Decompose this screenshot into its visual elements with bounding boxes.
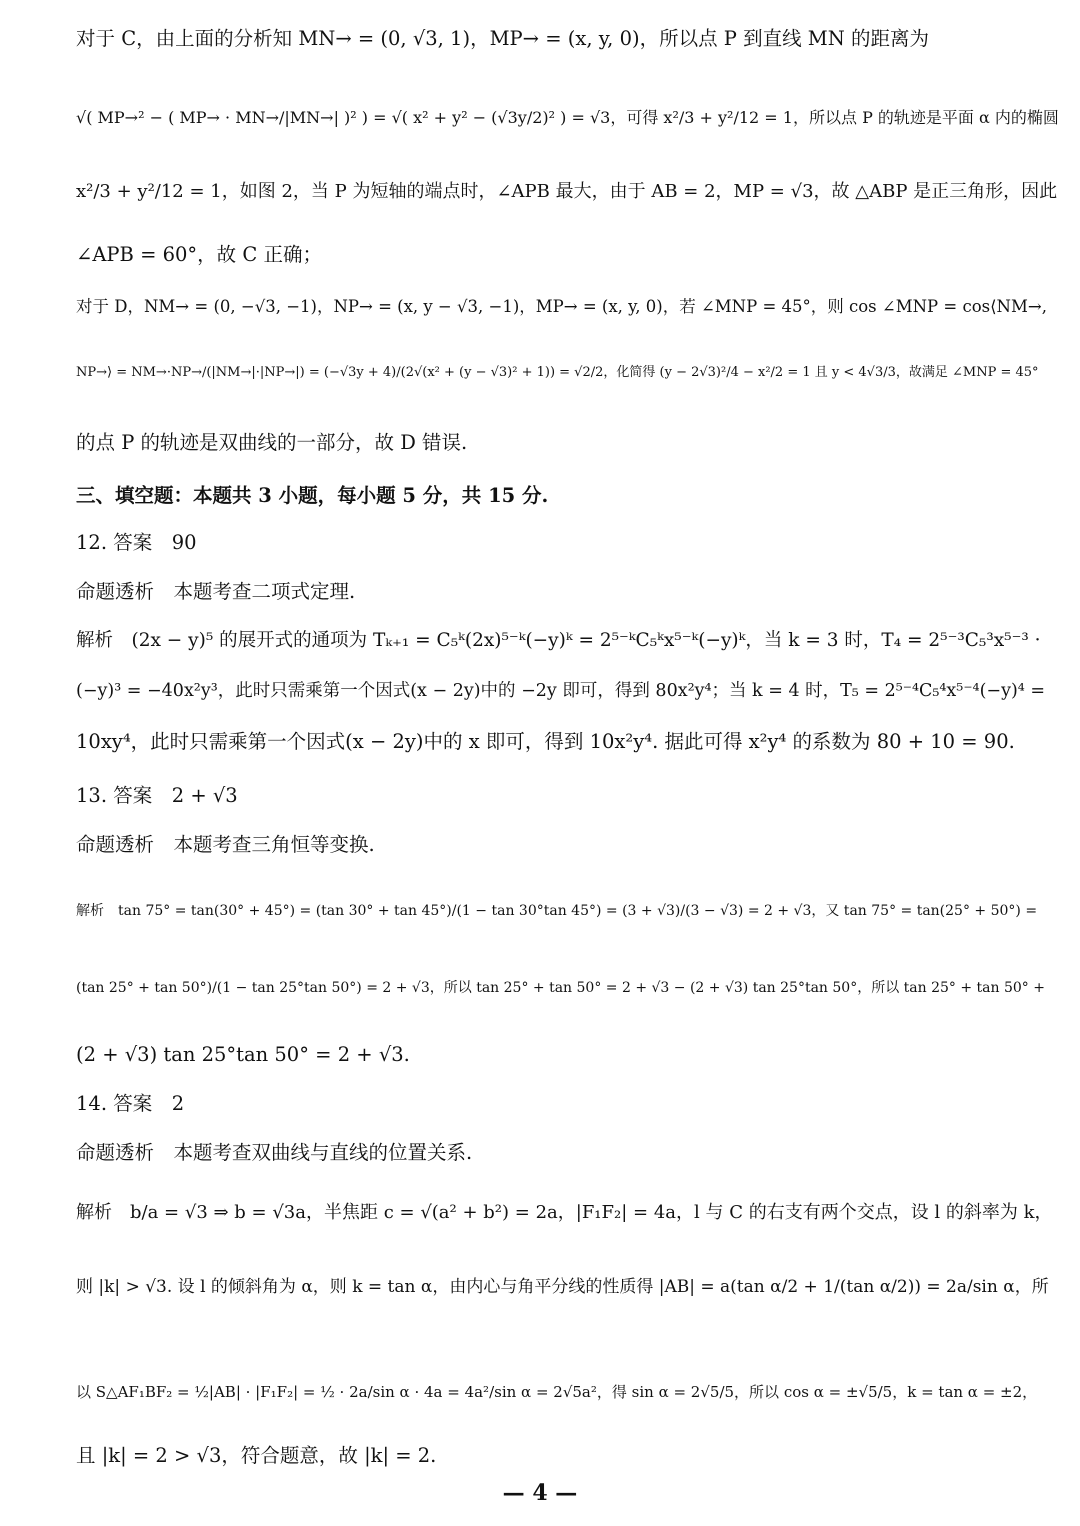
- q12-solution-line-2: (−y)³ = −40x²y³，此时只需乘第一个因式(x − 2y)中的 −2y 即可，得到 80x²y⁴；当 k = 4 时，T₅ = 2⁵⁻⁴C₅⁴x⁵⁻⁴(−y)⁴ =: [76, 681, 1046, 701]
- q14-solution-line-2: 则 |k| > √3. 设 l 的倾斜角为 α，则 k = tan α，由内心与角平分线的性质得 |AB| = a(tan α/2 + 1/(tan α/2)) = 2a/sin α，所: [76, 1277, 1049, 1297]
- q14-answer: 14. 答案 2: [76, 1092, 185, 1115]
- solution-c-line-4: ∠APB = 60°，故 C 正确；: [76, 243, 322, 266]
- solution-c-line-3: x²/3 + y²/12 = 1，如图 2，当 P 为短轴的端点时，∠APB 最大，由于 AB = 2，MP = √3，故 △ABP 是正三角形，因此: [76, 181, 1058, 202]
- solution-d-line-2: NP→⟩ = NM→·NP→/(|NM→|·|NP→|) = (−√3y + 4)/(2√(x² + (y − √3)² + 1)) = √2/2，化简得 (y − 2√3)²/4 − x²/2 = 1 且 y < 4√3/3，故满足 ∠MNP = 45°: [76, 365, 1039, 380]
- q12-solution-line-3: 10xy⁴，此时只需乘第一个因式(x − 2y)中的 x 即可，得到 10x²y⁴. 据此可得 x²y⁴ 的系数为 80 + 10 = 90.: [76, 730, 1015, 753]
- solution-c-line-1: 对于 C，由上面的分析知 MN→ = (0, √3, 1)，MP→ = (x, y, 0)，所以点 P 到直线 MN 的距离为: [76, 27, 930, 50]
- section-heading: 三、填空题：本题共 3 小题，每小题 5 分，共 15 分.: [76, 484, 549, 507]
- solution-c-line-2: √( MP→² − ( MP→ · MN→/|MN→| )² ) = √( x² + y² − (√3y/2)² ) = √3，可得 x²/3 + y²/12 = 1，所以点 P 的轨迹是平面 α 内的椭圆: [76, 108, 1059, 127]
- q12-solution-line-1: 解析 (2x − y)⁵ 的展开式的通项为 Tₖ₊₁ = C₅ᵏ(2x)⁵⁻ᵏ(−y)ᵏ = 2⁵⁻ᵏC₅ᵏx⁵⁻ᵏ(−y)ᵏ，当 k = 3 时，T₄ = 2⁵⁻³C₅³x⁵⁻³ ·: [76, 630, 1041, 651]
- q12-answer: 12. 答案 90: [76, 531, 197, 554]
- q13-solution-line-2: (tan 25° + tan 50°)/(1 − tan 25°tan 50°) = 2 + √3，所以 tan 25° + tan 50° = 2 + √3 − (2 + √3) tan 25°tan 50°，所以 tan 25° + tan 50° +: [76, 980, 1045, 996]
- q14-solution-line-1: 解析 b/a = √3 ⇒ b = √3a，半焦距 c = √(a² + b²) = 2a，|F₁F₂| = 4a，l 与 C 的右支有两个交点，设 l 的斜率为 k，: [76, 1202, 1053, 1223]
- q13-solution-line-3: (2 + √3) tan 25°tan 50° = 2 + √3.: [76, 1043, 410, 1066]
- q14-solution-line-4: 且 |k| = 2 > √3，符合题意，故 |k| = 2.: [76, 1444, 437, 1467]
- q14-solution-line-3: 以 S△AF₁BF₂ = ½|AB| · |F₁F₂| = ½ · 2a/sin α · 4a = 4a²/sin α = 2√5a²，得 sin α = 2√5/5，所以 cos α = ±√5/5，k = tan α = ±2，: [76, 1383, 1038, 1401]
- q14-analysis: 命题透析 本题考查双曲线与直线的位置关系.: [76, 1141, 473, 1164]
- solution-d-line-3: 的点 P 的轨迹是双曲线的一部分，故 D 错误.: [76, 431, 468, 454]
- q13-solution-line-1: 解析 tan 75° = tan(30° + 45°) = (tan 30° + tan 45°)/(1 − tan 30°tan 45°) = (3 + √3)/(3 − √3) = 2 + √3，又 tan 75° = tan(25° + 50°) =: [76, 903, 1038, 919]
- q13-answer: 13. 答案 2 + √3: [76, 784, 238, 807]
- q13-analysis: 命题透析 本题考查三角恒等变换.: [76, 833, 375, 856]
- solution-d-line-1: 对于 D，NM→ = (0, −√3, −1)，NP→ = (x, y − √3, −1)，MP→ = (x, y, 0)，若 ∠MNP = 45°，则 cos ∠MNP = cos⟨NM→,: [76, 297, 1047, 316]
- page-number: — 4 —: [502, 1480, 578, 1506]
- q12-analysis: 命题透析 本题考查二项式定理.: [76, 580, 356, 603]
